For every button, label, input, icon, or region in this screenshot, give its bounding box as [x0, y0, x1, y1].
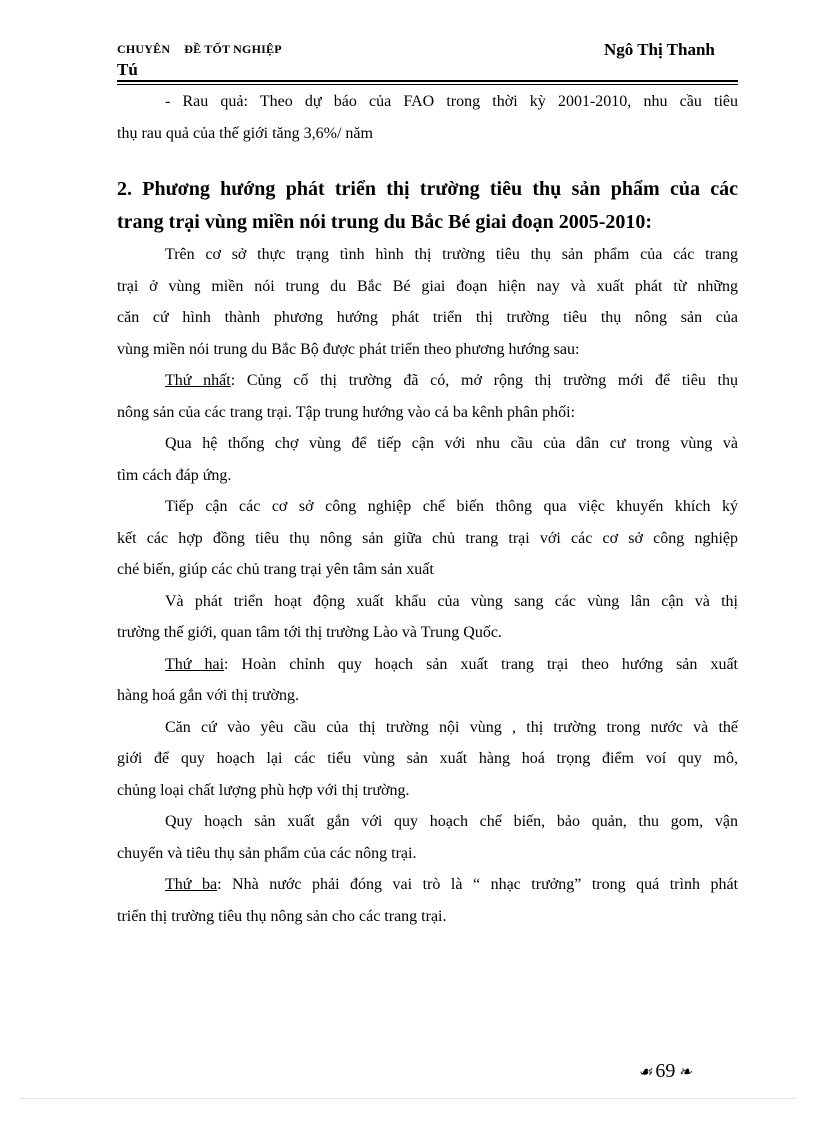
page-number-value: 69	[655, 1060, 676, 1082]
ornament-right-icon: ❧	[678, 1063, 692, 1081]
p7-line-3: chủng loại chất lượng phù hợp với thị trường.	[117, 781, 410, 799]
p7-line-1: Căn cứ vào yêu cầu của thị trường nội vùng , thị trường trong nước và thế	[165, 718, 738, 736]
p8-line-1: Quy hoạch sản xuất gắn với quy hoạch chế biến, bảo quản, thu gom, vận	[165, 813, 738, 830]
p7-line-2: giới để quy hoạch lại các tiểu vùng sản xuất hàng hoá trọng điểm voí quy mô,	[117, 750, 738, 767]
page-number	[638, 1060, 692, 1083]
header-title-word-2: ĐỀ TỐT NGHIỆP	[184, 42, 282, 56]
p2-label: Thứ nhất	[165, 372, 231, 389]
intro-line-2: thụ rau quả của thế giới tăng 3,6%/ năm	[117, 124, 373, 142]
p6-line-2: hàng hoá gắn với thị trường.	[117, 687, 300, 704]
ornament-left-icon: ☙	[638, 1063, 653, 1081]
section-gap	[117, 149, 738, 173]
document-body	[117, 86, 738, 932]
header-author-first: Ngô Thị Thanh	[604, 40, 715, 59]
p5-line-1: Và phát triển hoạt động xuất khẩu của vùng sang các vùng lân cận và thị	[165, 592, 738, 610]
p9-rest: : Nhà nước phải đóng vai trò là “ nhạc trưởng” trong quá trình phát	[217, 876, 739, 893]
p6-line-1	[117, 649, 738, 681]
header-rule-thick	[117, 80, 738, 82]
p4-line-2: kết các hợp đồng tiêu thụ nông sản giữa chủ trang trại với các cơ sở công nghiệp	[117, 529, 738, 547]
p4-line-3: ché biến, giúp các chủ trang trại yên tâm sản xuất	[117, 561, 434, 578]
p1-line-3: căn cứ hình thành phương hướng phát triển thị trường tiêu thụ nông sản của	[117, 309, 738, 326]
footer-dotted-rule	[20, 1098, 796, 1099]
p1-line-1: Trên cơ sở thực trạng tình hình thị trường tiêu thụ sản phẩm của các trang	[165, 246, 738, 263]
p9-line-1	[117, 869, 738, 901]
p6-rest: : Hoàn chỉnh quy hoạch sản xuất trang trại theo hướng sản xuất	[224, 655, 738, 673]
p3-line-2: tìm cách đáp ứng.	[117, 466, 232, 484]
p3-line-1: Qua hệ thống chợ vùng để tiếp cận với nhu cầu của dân cư trong vùng và	[165, 435, 738, 452]
p4-line-1: Tiếp cận các cơ sở công nghiệp chế biến thông qua việc khuyến khích ký	[165, 498, 738, 515]
p5-line-2: trường thế giới, quan tâm tới thị trường Lào và Trung Quốc.	[117, 624, 502, 641]
p1-line-2: trại ở vùng miền nói trung du Bắc Bé giai đoạn hiện nay và xuất phát từ những	[117, 277, 738, 295]
header-title-word-1: CHUYÊN	[117, 42, 171, 56]
p2-rest: : Củng cố thị trường đã có, mở rộng thị trường mới để tiêu thụ	[230, 372, 738, 389]
intro-line-1: - Rau quả: Theo dự báo của FAO trong thời kỳ 2001-2010, nhu cầu tiêu	[165, 93, 738, 110]
section-heading-line-1: 2. Phương hướng phát triển thị trường tiêu thụ sản phẩm của các	[117, 178, 738, 200]
p6-label: Thứ hai	[165, 655, 225, 673]
p2-line-2: nông sản của các trang trại. Tập trung hướng vào cả ba kênh phân phối:	[117, 403, 576, 421]
section-heading-line-2: trang trại vùng miền nói trung du Bắc Bé giai đoạn 2005-2010:	[117, 211, 653, 233]
p2-line-1	[117, 365, 738, 397]
p1-line-4: vùng miền nói trung du Bắc Bộ được phát triển theo phương hướng sau:	[117, 340, 580, 358]
header-author-last: Tú	[117, 60, 138, 79]
header-rule-thin	[117, 84, 738, 85]
p8-line-2: chuyển và tiêu thụ sản phẩm của các nông trại.	[117, 844, 417, 862]
header-title	[117, 42, 282, 57]
p9-label: Thứ ba	[165, 876, 218, 893]
p9-line-2: triển thị trường tiêu thụ nông sản cho các trang trại.	[117, 907, 447, 925]
